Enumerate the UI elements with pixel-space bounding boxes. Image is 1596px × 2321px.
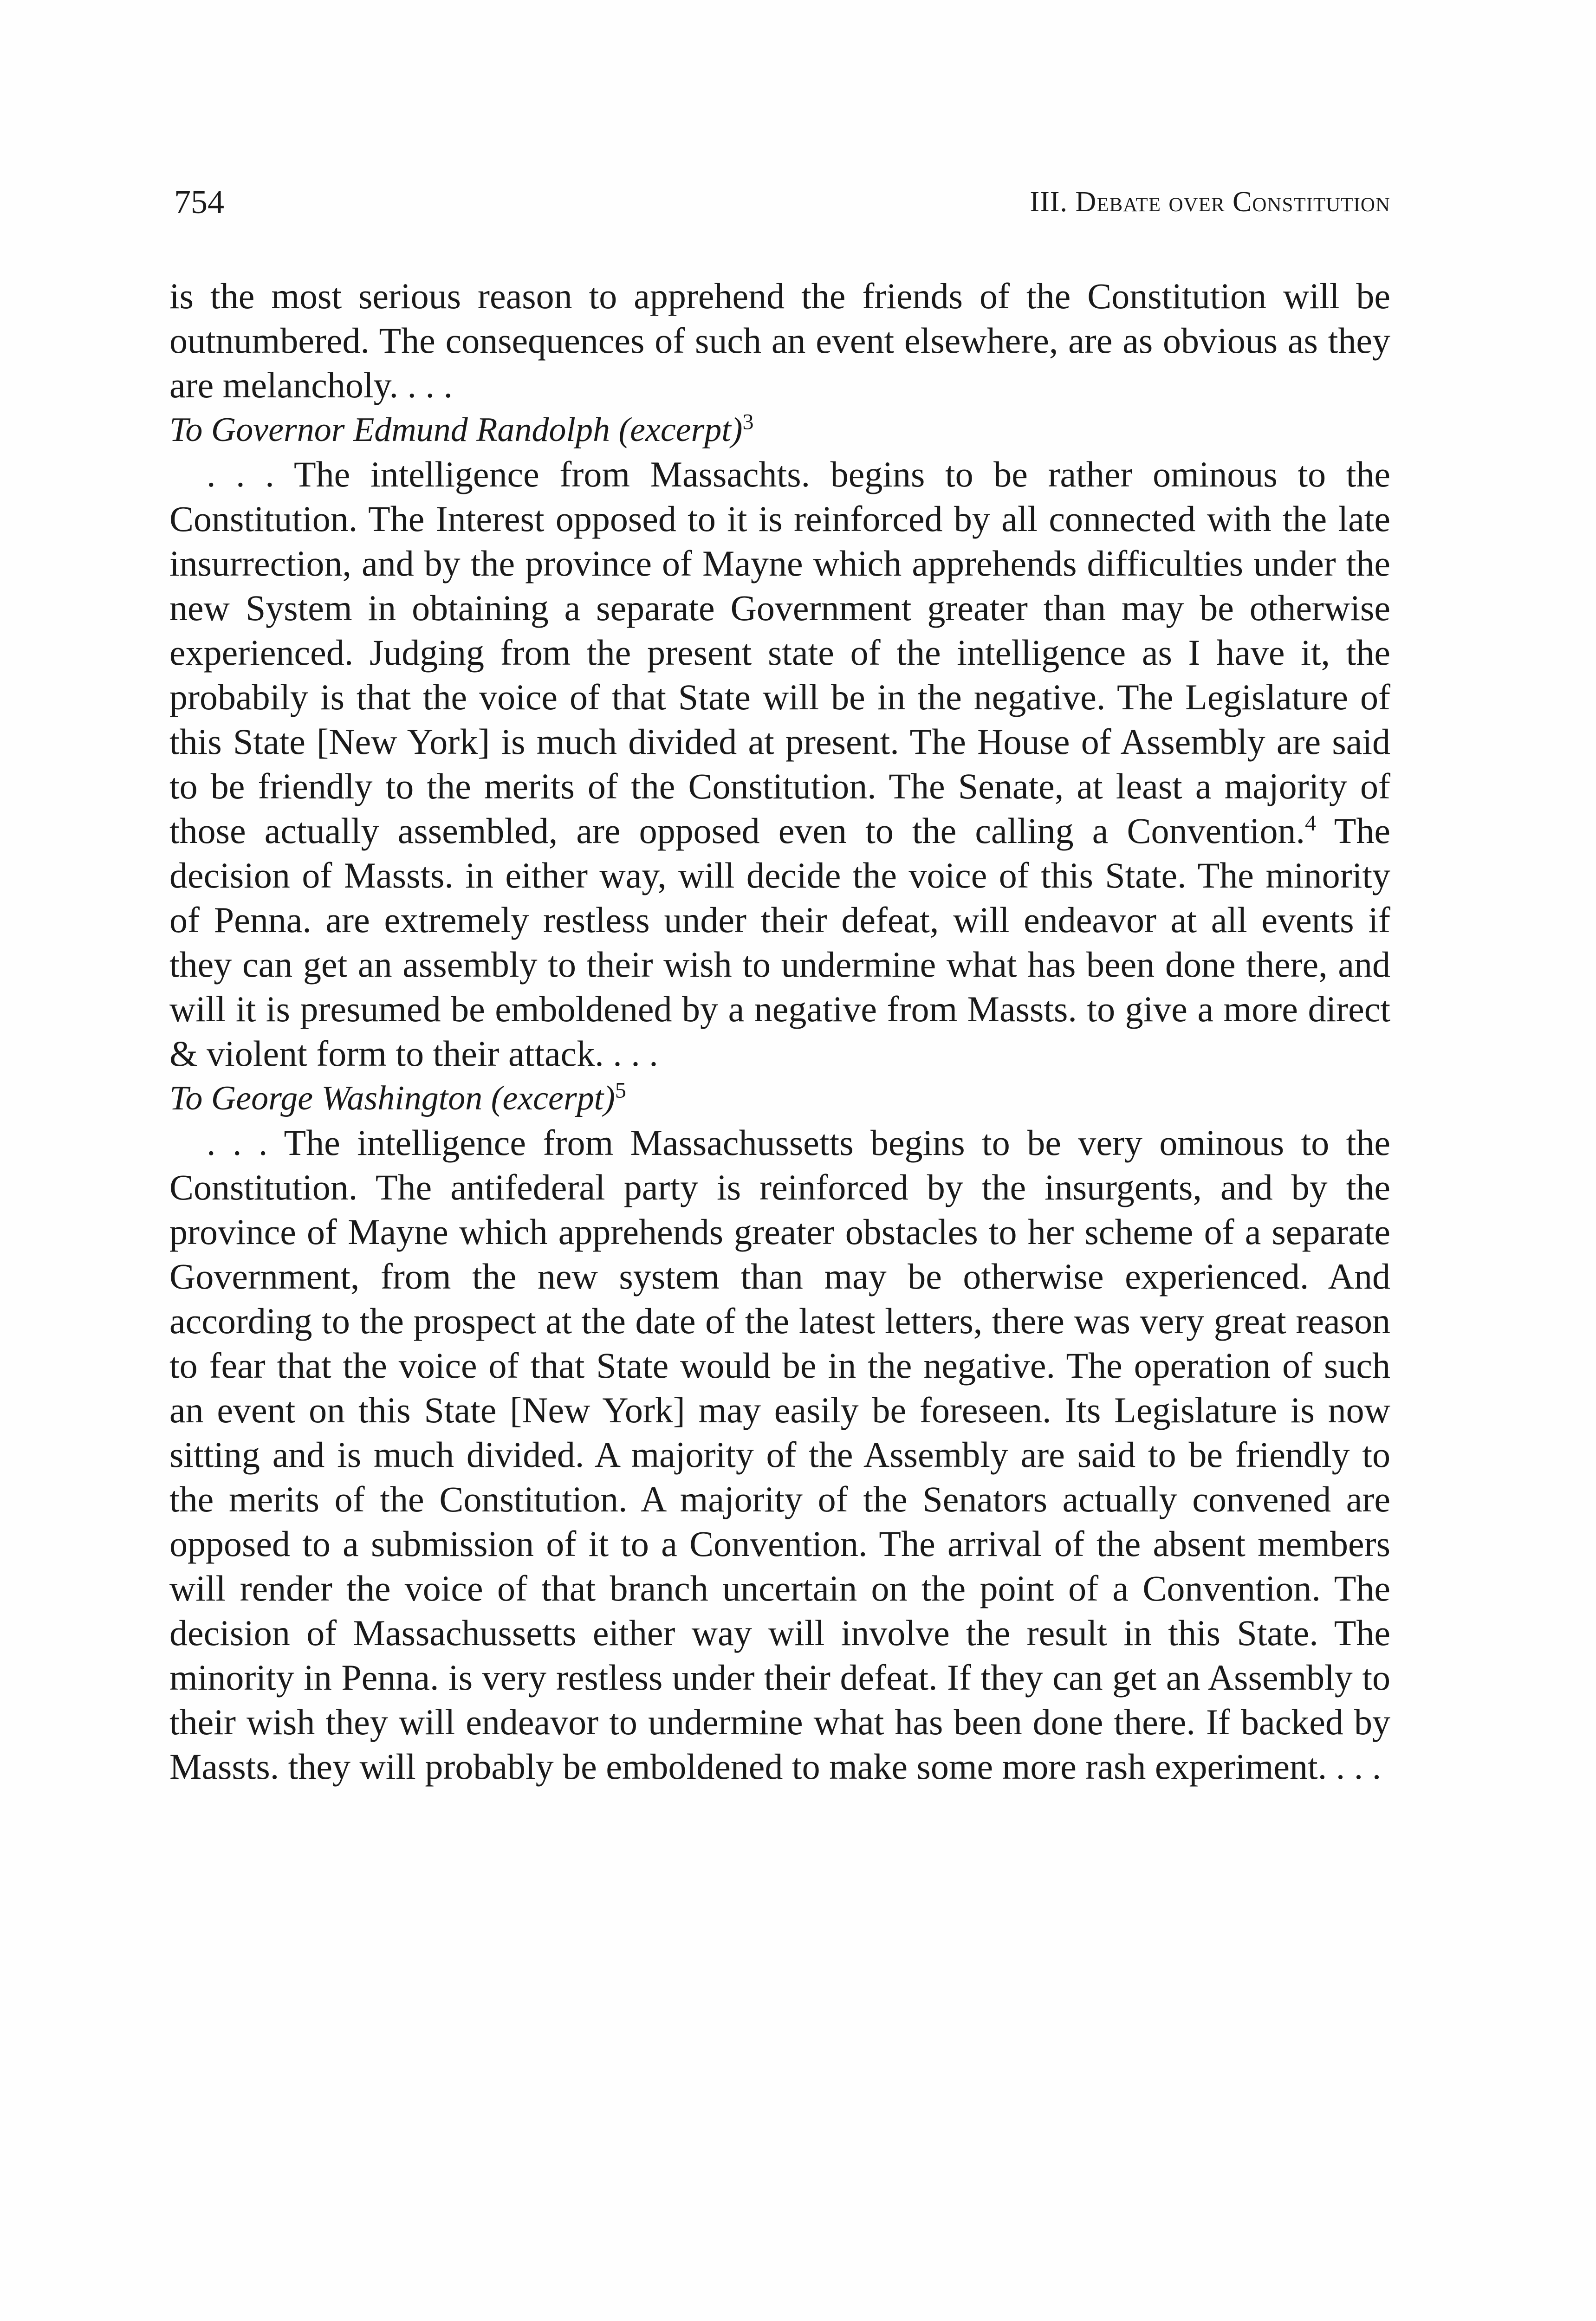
letter-body-washington: . . . The intelligence from Massachussetts begins to be very ominous to the Constitution. The antifederal party is reinforced by the insurgents, and by the province of Mayne which apprehends greater obstacles to her scheme of a separate Government, from the new system than may be otherwise experienced. And according to the prospect at the date of the latest letters, there was very great reason to fear that the voice of that State would be in the negative. The operation of such an event on this State [New York] may easily be foreseen. Its Legislature is now sitting and is much divided. A majority of the Assembly are said to be friendly to the merits of the Constitution. A majority of the Senators actually convened are opposed to a submission of it to a Convention. The arrival of the absent members will render the voice of that branch uncertain on the point of a Convention. The decision of Massachussetts either way will involve the result in this State. The minority in Penna. is very restless under their defeat. If they can get an Assembly to their wish they will endeavor to undermine what has been done there. If backed by Massts. they will probably be emboldened to make some more rash experiment. . . .: [169, 1122, 1390, 1787]
running-title: III. Debate over Constitution: [1030, 186, 1390, 218]
section-heading-washington: [169, 1076, 1390, 1121]
running-head: [174, 179, 1390, 230]
footnote-marker: 5: [615, 1078, 626, 1103]
continuation-paragraph: is the most serious reason to apprehend the friends of the Constitution will be outnumbered. The consequences of such an event elsewhere, are as obvious as they are melancholy. . . .: [169, 276, 1390, 405]
footnote-marker: 4: [1305, 811, 1317, 836]
page-body: [169, 274, 1390, 1789]
page-number: 754: [174, 183, 224, 220]
footnote-marker: 3: [742, 409, 754, 434]
letter-text-continued: The decision of Massts. in either way, will decide the voice of this State. The minority of Penna. are extremely restless under their defeat, will endeavor at all events if they can get an assembly to their wish to undermine what has been done there, and will it is presumed be emboldened by a negative from Massts. to give a more direct & violent form to their attack. . . .: [169, 810, 1391, 1074]
section-heading-text: To Governor Edmund Randolph (excerpt): [169, 411, 743, 449]
section-heading-text: To George Washington (excerpt): [169, 1079, 615, 1117]
letter-body-randolph: [169, 452, 1390, 1076]
letter-text: . . . The intelligence from Massachts. begins to be rather ominous to the Constitution. The Interest opposed to it is reinforced by all connected with the late insurrection, and by the province of Mayne which apprehends difficulties under the new System in obtaining a separate Government greater than may be otherwise experienced. Judging from the present state of the intelligence as I have it, the probabily is that the voice of that State will be in the negative. The Legislature of this State [New York] is much divided at present. The House of Assembly are said to be friendly to the merits of the Constitution. The Senate, at least a majority of those actually assembled, are opposed even to the calling a Convention.: [169, 454, 1390, 851]
section-heading-randolph: [169, 408, 1390, 452]
